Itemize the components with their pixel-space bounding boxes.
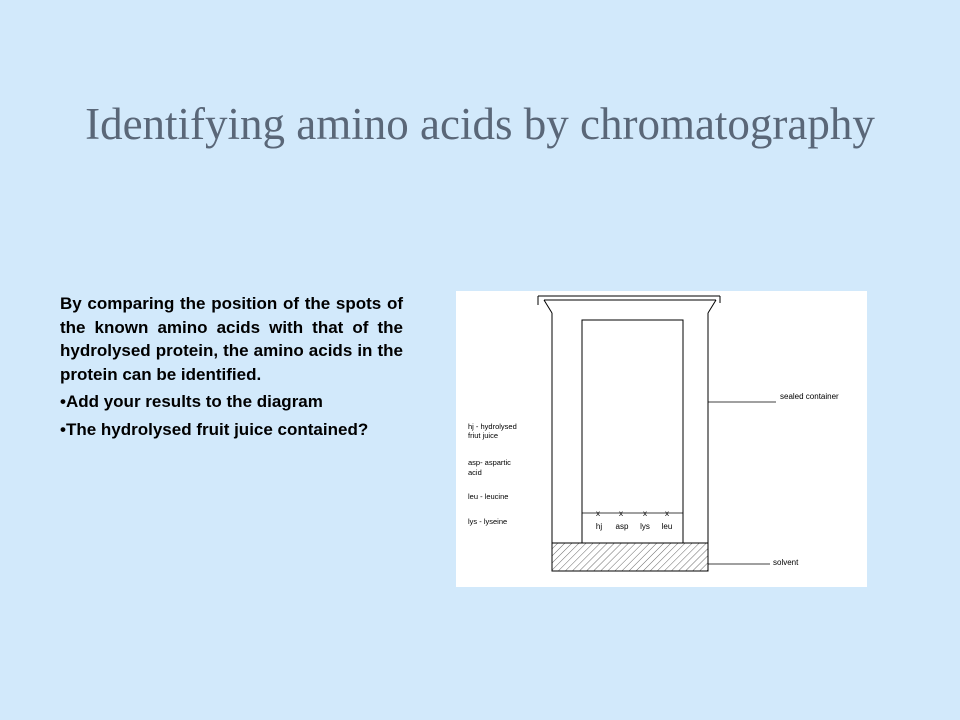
key-asp-line2: acid <box>468 468 482 477</box>
key-hj-line2: friut juice <box>468 431 499 440</box>
slide-body-text <box>60 292 403 442</box>
chromatography-diagram <box>456 291 867 587</box>
callout-sealed-container <box>708 392 839 402</box>
callout-solvent-label: solvent <box>773 558 799 567</box>
spot-marker-leu: x <box>665 509 669 518</box>
lane-label-leu: leu <box>661 522 673 531</box>
callout-sealed-container-label: sealed container <box>780 392 839 401</box>
chromatography-diagram-svg <box>456 291 867 587</box>
bullet-text: Add your results to the diagram <box>65 392 323 412</box>
spot-marker-lys: x <box>643 509 647 518</box>
spot-marker-hj: x <box>596 509 600 518</box>
key-lys: lys - lyseine <box>468 517 508 526</box>
solvent-layer <box>552 543 708 571</box>
bullet-text: The hydrolysed fruit juice contained? <box>65 419 369 439</box>
key-leu: leu - leucine <box>468 492 509 501</box>
explanation-paragraph: By comparing the position of the spots of the known amino acids with that of the hydrolysed protein, the amino acids in the protein can be identified. <box>60 294 403 384</box>
spot-marker-asp: x <box>619 509 623 518</box>
container-lid <box>538 296 720 313</box>
bullet-symbol: • <box>60 419 66 439</box>
key-hj-line1: hj - hydrolysed <box>468 422 517 431</box>
callout-solvent <box>708 558 799 567</box>
lane-label-hj: hj <box>595 522 603 531</box>
bullet-item-add-results <box>60 390 403 414</box>
bullet-symbol: • <box>60 392 66 412</box>
bullet-item-fruit-juice <box>60 418 403 442</box>
key-asp-line1: asp- aspartic <box>468 458 511 467</box>
slide-title: Identifying amino acids by chromatography <box>85 99 875 149</box>
lane-label-lys: lys <box>640 522 650 531</box>
amino-acid-key <box>468 422 517 526</box>
lane-label-asp: asp <box>615 522 629 531</box>
